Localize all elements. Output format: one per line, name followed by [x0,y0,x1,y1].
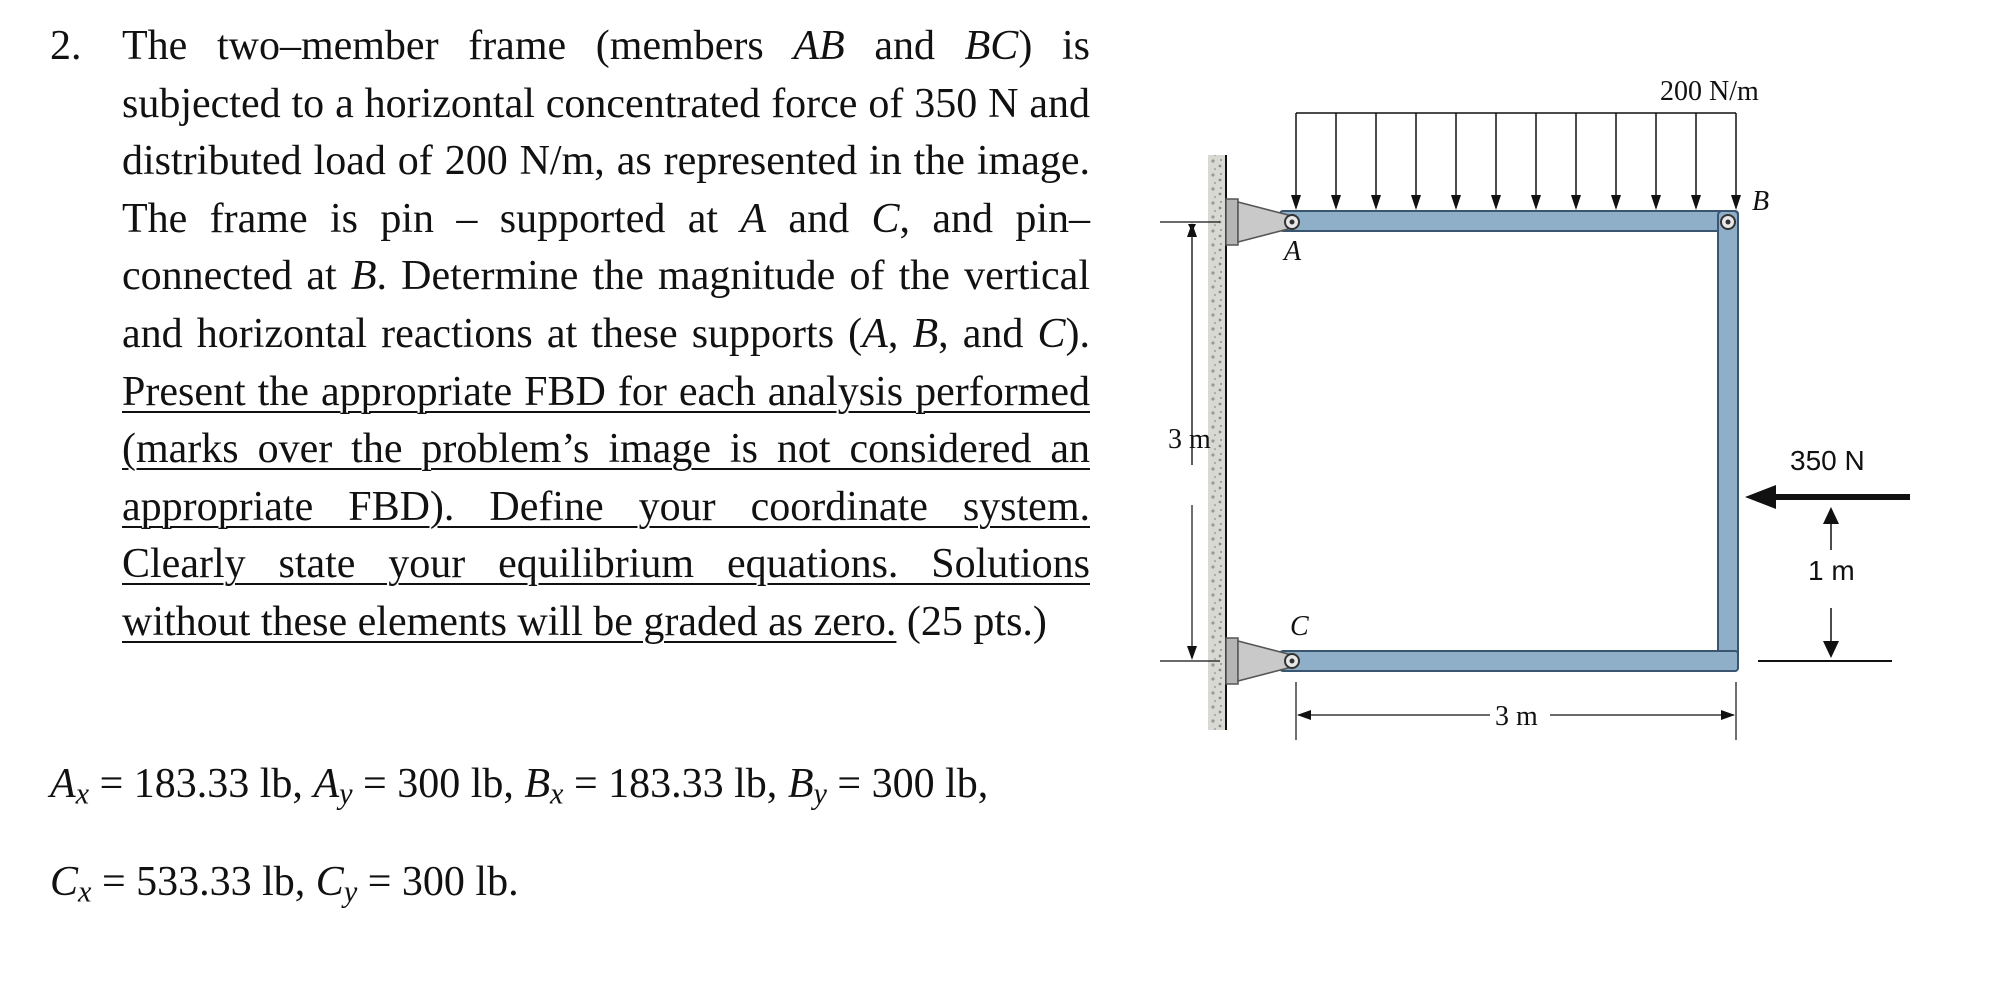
member-ab [1280,211,1738,231]
load-arrow-head [1371,195,1381,210]
member-bc [1280,211,1738,671]
load-arrow-head [1411,195,1421,210]
load-arrow-head [1491,195,1501,210]
points-value: (25 pts.) [896,598,1047,645]
load-arrow-head [1331,195,1341,210]
answer-block [50,740,1110,935]
load-arrow-head [1571,195,1581,210]
load-arrow-head [1731,195,1741,210]
force-height-label: 1 m [1808,555,1855,586]
point-c-label: C [1290,611,1309,642]
problem-number: 2. [50,23,82,69]
answer-line-2: $C_x = 533.33$ lb, $C_y = 300$ lb. [50,858,519,909]
height-dimension-label: 3 m [1168,424,1211,455]
concentrated-force-label: 350 N [1790,445,1865,476]
frame-diagram [1140,60,1920,740]
concentrated-force-arrow [1745,485,1910,509]
problem-text: The two–member frame (members AB and BC) is subjected to a horizontal concentrated force of 350 N and distributed load of 200 N/m, as represented in the image. The frame is pin – supported at A and C, and pin–connected at B. Determine the magnitude of the vertical and horizontal reactions at these supports (A, B, and C). Present the appropriate FBD for each analysis performed (marks over the problem’s image is not considered an appropriate FBD). Define your coordinate system. Clearly state your equilibrium equations. Solutions without these elements will be graded as zero. (25 pts.) [122,23,1091,645]
load-arrow-head [1291,195,1301,210]
point-b-label: B [1752,186,1770,217]
problem-statement [50,18,1090,652]
grading-requirements: Present the appropriate FBD for each analysis performed (marks over the problem’s image is not considered an appropriate FBD). Define your coordinate system. Clearly state your equilibrium equations. Solutions without these elements will be graded as zero. [122,368,1090,645]
width-dimension-label: 3 m [1495,701,1538,732]
load-arrow-head [1451,195,1461,210]
load-arrow-head [1531,195,1541,210]
point-a-label: A [1284,236,1302,267]
pin-joint-b [1721,215,1735,229]
answer-line-1: $A_x = 183.33$ lb, $A_y = 300$ lb, $B_x = 183.33$ lb, $B_y = 300$ lb, [50,761,989,811]
distributed-load-label: 200 N/m [1660,76,1759,107]
pin-support-c [1226,638,1299,684]
distributed-load [1291,113,1741,210]
load-arrow-head [1691,195,1701,210]
load-arrow-head [1611,195,1621,210]
load-arrow-head [1651,195,1661,210]
